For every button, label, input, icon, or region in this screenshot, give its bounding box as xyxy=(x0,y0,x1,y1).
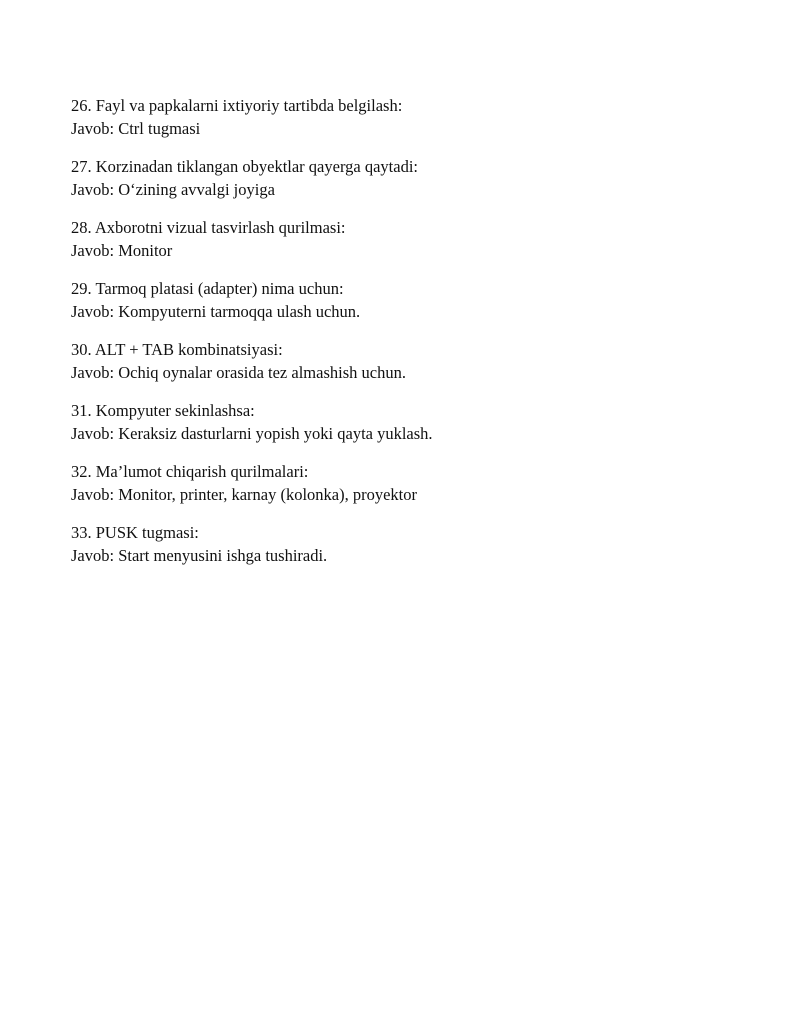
answer-text: Javob: Start menyusini ishga tushiradi. xyxy=(71,546,328,565)
qa-item-33 xyxy=(71,521,731,567)
question-text: 29. Tarmoq platasi (adapter) nima uchun: xyxy=(71,279,344,298)
question-text: 26. Fayl va papkalarni ixtiyoriy tartibda belgilash: xyxy=(71,96,403,115)
qa-item-29 xyxy=(71,277,731,323)
answer-text: Javob: Keraksiz dasturlarni yopish yoki qayta yuklash. xyxy=(71,424,433,443)
qa-item-31 xyxy=(71,399,731,445)
qa-item-27 xyxy=(71,155,731,201)
answer-text: Javob: Monitor, printer, karnay (kolonka), proyektor xyxy=(71,485,418,504)
answer-text: Javob: Ctrl tugmasi xyxy=(71,119,201,138)
question-text: 30. ALT + TAB kombinatsiyasi: xyxy=(71,340,283,359)
qa-item-26 xyxy=(71,94,731,140)
question-text: 28. Axborotni vizual tasvirlash qurilmasi: xyxy=(71,218,346,237)
qa-item-30 xyxy=(71,338,731,384)
qa-item-32 xyxy=(71,460,731,506)
answer-text: Javob: O‘zining avvalgi joyiga xyxy=(71,180,275,199)
answer-text: Javob: Ochiq oynalar orasida tez almashish uchun. xyxy=(71,363,406,382)
answer-text: Javob: Monitor xyxy=(71,241,173,260)
question-text: 32. Ma’lumot chiqarish qurilmalari: xyxy=(71,462,309,481)
question-text: 27. Korzinadan tiklangan obyektlar qayerga qaytadi: xyxy=(71,157,418,176)
answer-text: Javob: Kompyuterni tarmoqqa ulash uchun. xyxy=(71,302,361,321)
question-text: 31. Kompyuter sekinlashsa: xyxy=(71,401,255,420)
question-text: 33. PUSK tugmasi: xyxy=(71,523,199,542)
qa-list xyxy=(71,94,731,582)
qa-item-28 xyxy=(71,216,731,262)
